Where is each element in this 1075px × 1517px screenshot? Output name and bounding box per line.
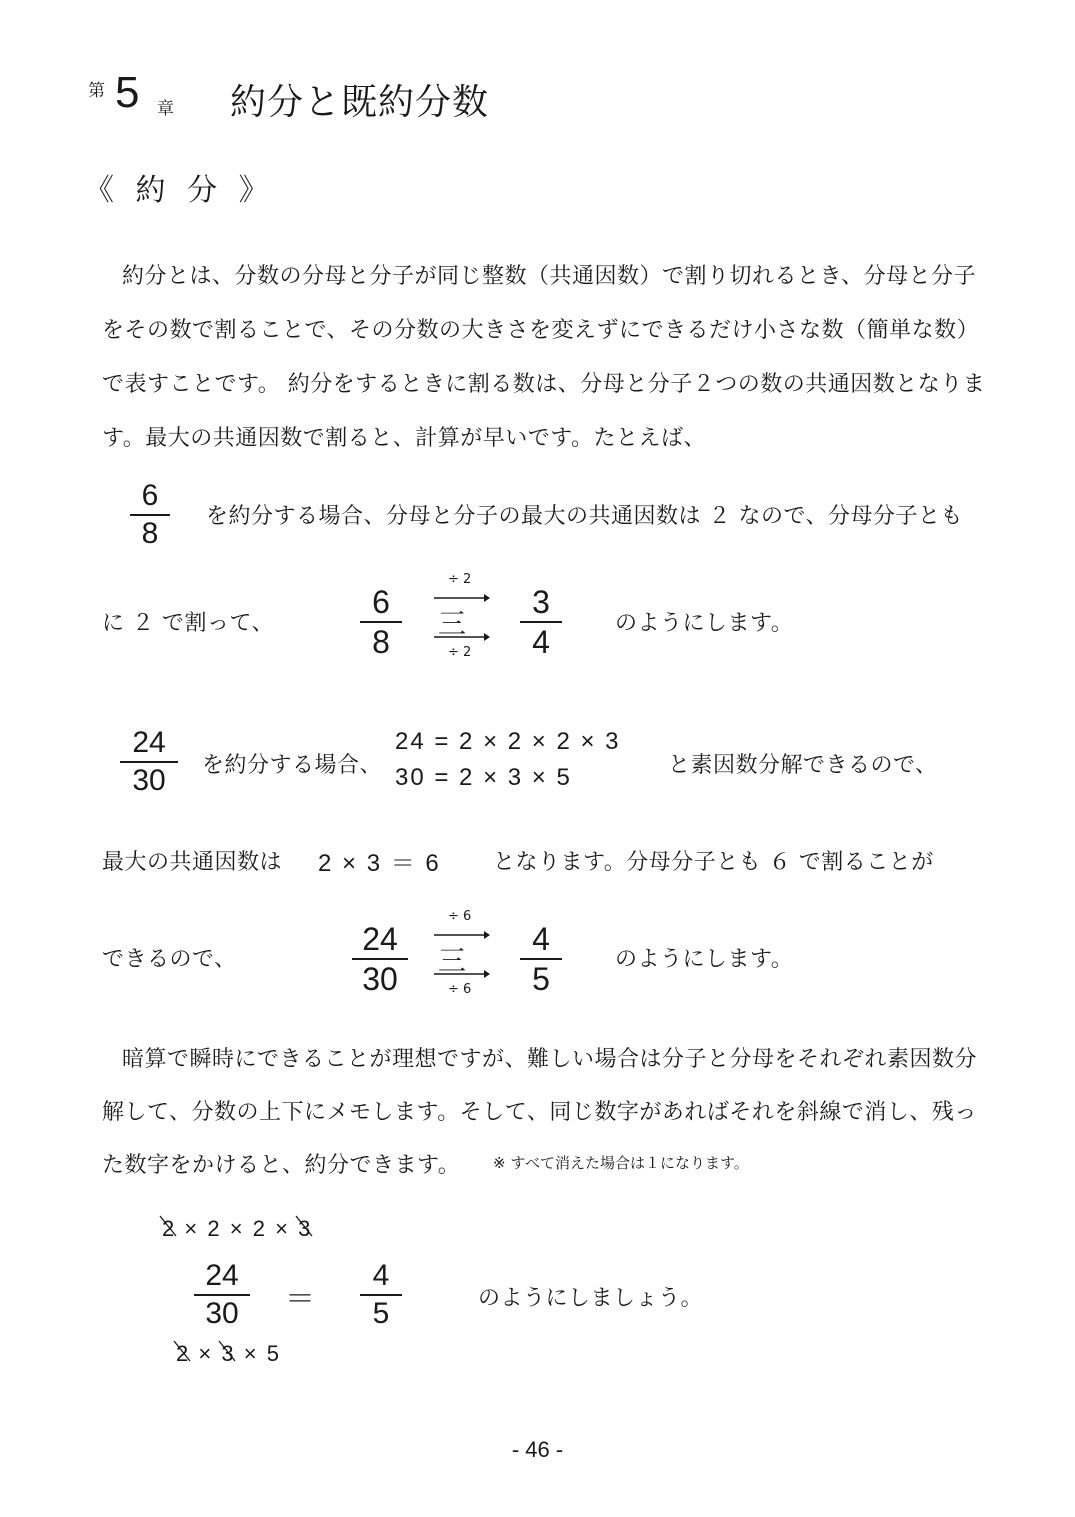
- numerator: 24: [205, 1259, 239, 1292]
- fraction-from: [352, 923, 408, 995]
- equals-sign: ＝: [285, 1282, 315, 1317]
- equals-sign: 三: [438, 607, 467, 640]
- denominator-factors: [176, 1341, 281, 1367]
- numerator-factors: [162, 1216, 312, 1242]
- factorization-30: 30 = 2 × 3 × 5: [395, 764, 572, 791]
- numerator: 24: [362, 921, 398, 957]
- example1-text: を約分する場合、分母と分子の最大の共通因数は ２ なので、分母分子とも: [206, 504, 964, 529]
- section-title: 《 約 分 》: [84, 173, 275, 208]
- numerator: 3: [532, 584, 550, 620]
- crossed-factor: 3: [298, 1216, 312, 1242]
- example2-tail2: のようにします。: [615, 947, 794, 972]
- denominator: 30: [205, 1297, 239, 1330]
- denominator: 5: [532, 961, 550, 997]
- fraction-bar: [120, 761, 178, 763]
- crossed-factor: 2: [176, 1341, 190, 1367]
- crossed-factor: 3: [221, 1341, 235, 1367]
- mental-line-3: た数字をかけると、約分できます。: [102, 1153, 461, 1178]
- chapter-title: 約分と既約分数: [230, 82, 490, 123]
- note: ※ すべて消えた場合は１になります。: [493, 1154, 749, 1172]
- divide-bottom-label: ÷ 2: [448, 645, 472, 660]
- intro-line-1: 約分とは、分数の分母と分子が同じ整数（共通因数）で割り切れるとき、分母と分子: [122, 264, 977, 289]
- mental-line-2: 解して、分数の上下にメモします。そして、同じ数字があればそれを斜線で消し、残っ: [102, 1100, 977, 1125]
- equals-sign: 三: [438, 944, 467, 977]
- times-sign: ×: [243, 1341, 259, 1366]
- denominator: 4: [532, 624, 550, 660]
- reduction-arrows: [432, 909, 492, 999]
- crossed-factor: 2: [162, 1216, 176, 1242]
- example3-tail: のようにしましょう。: [478, 1286, 704, 1311]
- numerator: 4: [372, 1259, 390, 1292]
- divide-bottom-label: ÷ 6: [448, 982, 472, 997]
- numerator: 4: [532, 921, 550, 957]
- strike-icon: [217, 1339, 237, 1365]
- example2-tail1: と素因数分解できるので、: [668, 753, 938, 778]
- times-sign: ×: [229, 1216, 245, 1241]
- denominator: 30: [362, 961, 398, 997]
- strike-icon: [158, 1214, 178, 1240]
- fraction-6-8: [130, 481, 170, 549]
- factorization-24: 24 = 2 × 2 × 2 × 3: [395, 728, 621, 755]
- example2-text: を約分する場合、: [202, 753, 383, 778]
- denominator: 5: [372, 1297, 390, 1330]
- times-sign: ×: [198, 1341, 214, 1366]
- fraction-bar: [352, 958, 408, 960]
- factor: 5: [266, 1341, 281, 1366]
- chapter-prefix: 第: [88, 81, 105, 101]
- intro-line-4: す。最大の共通因数で割ると、計算が早いです。たとえば、: [102, 426, 706, 451]
- times-sign: ×: [184, 1216, 200, 1241]
- intro-line-3: で表すことです。 約分をするときに割る数は、分母と分子２つの数の共通因数となりま: [102, 372, 986, 397]
- reduction-arrows: [432, 572, 492, 662]
- fraction-bar: [194, 1294, 250, 1296]
- numerator: 6: [141, 479, 159, 512]
- example1-tail: のようにします。: [615, 611, 794, 636]
- gcd-suffix: となります。分母分子とも ６ で割ることが: [493, 850, 934, 875]
- denominator: 8: [141, 517, 159, 550]
- chapter-suffix: 章: [157, 99, 174, 119]
- fraction-bar: [360, 1294, 402, 1296]
- fraction-to: [520, 923, 562, 995]
- fraction-24-30: [120, 728, 178, 796]
- fraction-bar: [130, 514, 170, 516]
- fraction-24-30: [194, 1261, 250, 1329]
- strike-icon: [294, 1214, 314, 1240]
- times-sign: ×: [275, 1216, 290, 1241]
- divide-top-label: ÷ 2: [448, 572, 472, 587]
- example1-line2: に ２ で割って、: [102, 611, 275, 636]
- factor: 2: [252, 1216, 267, 1241]
- factor: 2: [207, 1216, 222, 1241]
- fraction-to: [520, 586, 562, 658]
- numerator: 6: [372, 584, 390, 620]
- fraction-4-5: [360, 1261, 402, 1329]
- divide-top-label: ÷ 6: [448, 909, 472, 924]
- fraction-bar: [520, 621, 562, 623]
- chapter-number: 5: [115, 68, 140, 117]
- numerator: 24: [132, 726, 166, 759]
- gcd-prefix: 最大の共通因数は: [102, 850, 283, 875]
- fraction-bar: [520, 958, 562, 960]
- fraction-from: [360, 586, 402, 658]
- intro-line-2: をその数で割ることで、その分数の大きさを変えずにできるだけ小さな数（簡単な数）: [102, 318, 980, 343]
- strike-icon: [172, 1339, 192, 1365]
- denominator: 8: [372, 624, 390, 660]
- fraction-bar: [360, 621, 402, 623]
- example2-line3: できるので、: [102, 947, 237, 972]
- gcd-expression: 2 × 3 ＝ 6: [318, 850, 441, 877]
- page-number: - 46 -: [511, 1437, 564, 1462]
- mental-line-1: 暗算で瞬時にできることが理想ですが、難しい場合は分子と分母をそれぞれ素因数分: [122, 1047, 978, 1072]
- denominator: 30: [132, 764, 166, 797]
